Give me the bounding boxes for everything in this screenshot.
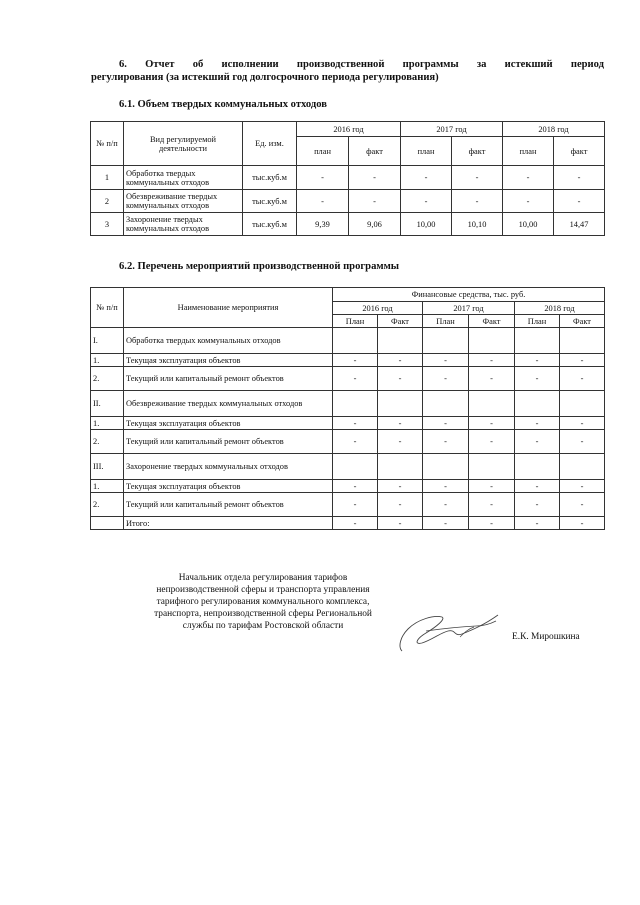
cell-value: -: [423, 354, 469, 367]
table-row: [91, 493, 605, 517]
handwritten-signature: [396, 607, 502, 657]
header-plan: План: [333, 315, 378, 328]
row-name: Текущая эксплуатация объектов: [124, 480, 333, 493]
table-row: [91, 166, 605, 190]
row-num: [91, 517, 124, 530]
cell-value: [560, 328, 605, 354]
row-name: Текущий или капитальный ремонт объектов: [124, 493, 333, 517]
cell-value: [378, 328, 423, 354]
row-num: 1: [91, 166, 124, 190]
row-name: Текущий или капитальный ремонт объектов: [124, 367, 333, 391]
cell-value: [378, 391, 423, 417]
cell-value: -: [469, 517, 515, 530]
cell-value: -: [560, 367, 605, 391]
cell-value: [333, 454, 378, 480]
cell-value: [423, 454, 469, 480]
header-plan: план: [297, 137, 349, 166]
cell-value: -: [469, 430, 515, 454]
cell-value: -: [469, 367, 515, 391]
cell-value: -: [378, 517, 423, 530]
cell-value: -: [401, 190, 452, 213]
row-num: 2: [91, 190, 124, 213]
cell-value: -: [560, 480, 605, 493]
table-row: [91, 417, 605, 430]
signatory-line: службы по тарифам Ростовской области: [182, 621, 344, 631]
cell-value: [333, 391, 378, 417]
cell-value: -: [349, 190, 401, 213]
cell-value: -: [423, 430, 469, 454]
header-fact: факт: [452, 137, 503, 166]
cell-value: [515, 328, 560, 354]
section-6-heading-line2: регулирования (за истекший год долгосрочного периода регулирования): [91, 72, 439, 83]
cell-value: -: [503, 166, 554, 190]
row-name: Текущая эксплуатация объектов: [124, 354, 333, 367]
row-num: III.: [91, 454, 124, 480]
section-6-heading-line1: 6. Отчет об исполнении производственной программы за истекший период: [119, 59, 604, 70]
row-name: Текущая эксплуатация объектов: [124, 417, 333, 430]
header-unit: Ед. изм.: [243, 122, 297, 166]
cell-value: -: [515, 367, 560, 391]
cell-value: 10,00: [503, 213, 554, 236]
cell-value: 9,39: [297, 213, 349, 236]
header-plan: план: [401, 137, 452, 166]
cell-value: -: [560, 493, 605, 517]
header-plan: План: [423, 315, 469, 328]
signatory-name: Е.К. Мирошкина: [512, 632, 580, 642]
table-row: [91, 354, 605, 367]
cell-value: -: [378, 354, 423, 367]
cell-value: -: [333, 367, 378, 391]
table-row: [91, 367, 605, 391]
signatory-line: непроизводственной сферы и транспорта управления: [156, 585, 370, 595]
row-num: 3: [91, 213, 124, 236]
row-name: Обезвреживание твердых коммунальных отходов: [124, 391, 333, 417]
row-activity: Обезвреживание твердых коммунальных отходов: [124, 190, 243, 213]
signatory-line: тарифного регулирования коммунального комплекса,: [156, 597, 370, 607]
header-year-2016: 2016 год: [297, 122, 401, 137]
cell-value: -: [333, 417, 378, 430]
cell-value: -: [515, 430, 560, 454]
cell-value: -: [378, 417, 423, 430]
cell-value: -: [503, 190, 554, 213]
cell-value: [560, 391, 605, 417]
cell-value: -: [349, 166, 401, 190]
table-row: [91, 190, 605, 213]
header-fact: Факт: [378, 315, 423, 328]
cell-value: -: [333, 493, 378, 517]
row-num: 1.: [91, 480, 124, 493]
signatory-title: [113, 572, 413, 632]
cell-value: -: [401, 166, 452, 190]
row-unit: тыс.куб.м: [243, 213, 297, 236]
cell-value: -: [469, 480, 515, 493]
cell-value: -: [423, 493, 469, 517]
cell-value: 9,06: [349, 213, 401, 236]
header-year-2018: 2018 год: [515, 302, 605, 315]
table-row: [91, 391, 605, 417]
table-row: [91, 480, 605, 493]
cell-value: -: [560, 417, 605, 430]
cell-value: -: [469, 354, 515, 367]
program-activities-table: [90, 287, 605, 530]
row-unit: тыс.куб.м: [243, 190, 297, 213]
row-num: 2.: [91, 493, 124, 517]
row-activity: Обработка твердых коммунальных отходов: [124, 166, 243, 190]
cell-value: -: [515, 517, 560, 530]
row-num: 1.: [91, 354, 124, 367]
section-6-2-heading: 6.2. Перечень мероприятий производственной программы: [119, 261, 400, 272]
waste-volume-table: [90, 121, 605, 236]
header-fact: факт: [349, 137, 401, 166]
cell-value: -: [554, 166, 605, 190]
header-year-2017: 2017 год: [423, 302, 515, 315]
cell-value: -: [515, 417, 560, 430]
header-fact: факт: [554, 137, 605, 166]
cell-value: -: [378, 480, 423, 493]
header-year-2016: 2016 год: [333, 302, 423, 315]
header-fact: Факт: [469, 315, 515, 328]
cell-value: [469, 328, 515, 354]
signatory-line: транспорта, непроизводственной сферы Региональной: [154, 609, 372, 619]
header-financing: Финансовые средства, тыс. руб.: [333, 288, 605, 302]
row-name: Текущий или капитальный ремонт объектов: [124, 430, 333, 454]
row-unit: тыс.куб.м: [243, 166, 297, 190]
row-name: Захоронение твердых коммунальных отходов: [124, 454, 333, 480]
header-activity: Вид регулируемой деятельности: [124, 122, 243, 166]
cell-value: [515, 391, 560, 417]
cell-value: [469, 454, 515, 480]
cell-value: -: [333, 480, 378, 493]
cell-value: -: [423, 367, 469, 391]
cell-value: -: [452, 166, 503, 190]
table-row: [91, 213, 605, 236]
cell-value: -: [423, 517, 469, 530]
cell-value: -: [560, 517, 605, 530]
header-year-2018: 2018 год: [503, 122, 605, 137]
cell-value: 10,10: [452, 213, 503, 236]
table-row: [91, 328, 605, 354]
cell-value: [423, 391, 469, 417]
cell-value: -: [469, 417, 515, 430]
row-activity: Захоронение твердых коммунальных отходов: [124, 213, 243, 236]
cell-value: -: [378, 430, 423, 454]
cell-value: [515, 454, 560, 480]
signatory-line: Начальник отдела регулирования тарифов: [178, 573, 348, 583]
cell-value: -: [452, 190, 503, 213]
cell-value: -: [560, 354, 605, 367]
section-6-heading: [91, 58, 604, 84]
cell-value: 14,47: [554, 213, 605, 236]
header-plan: план: [503, 137, 554, 166]
row-name: Обработка твердых коммунальных отходов: [124, 328, 333, 354]
cell-value: -: [297, 166, 349, 190]
cell-value: [378, 454, 423, 480]
cell-value: [423, 328, 469, 354]
cell-value: -: [333, 517, 378, 530]
header-name: Наименование мероприятия: [124, 288, 333, 328]
row-num: 2.: [91, 367, 124, 391]
row-num: 1.: [91, 417, 124, 430]
section-6-1-heading: 6.1. Объем твердых коммунальных отходов: [119, 99, 328, 110]
cell-value: -: [333, 430, 378, 454]
header-plan: План: [515, 315, 560, 328]
cell-value: -: [378, 367, 423, 391]
cell-value: -: [423, 417, 469, 430]
cell-value: 10,00: [401, 213, 452, 236]
cell-value: [560, 454, 605, 480]
cell-value: [469, 391, 515, 417]
cell-value: -: [378, 493, 423, 517]
table-row: [91, 430, 605, 454]
cell-value: -: [515, 480, 560, 493]
cell-value: -: [515, 493, 560, 517]
cell-value: [333, 328, 378, 354]
row-num: 2.: [91, 430, 124, 454]
row-name: Итого:: [124, 517, 333, 530]
header-fact: Факт: [560, 315, 605, 328]
cell-value: -: [560, 430, 605, 454]
cell-value: -: [333, 354, 378, 367]
cell-value: -: [297, 190, 349, 213]
row-num: I.: [91, 328, 124, 354]
row-num: II.: [91, 391, 124, 417]
total-row: [91, 517, 605, 530]
cell-value: -: [515, 354, 560, 367]
table-row: [91, 454, 605, 480]
header-num: № п/п: [91, 122, 124, 166]
cell-value: -: [423, 480, 469, 493]
header-year-2017: 2017 год: [401, 122, 503, 137]
cell-value: -: [469, 493, 515, 517]
cell-value: -: [554, 190, 605, 213]
header-num: № п/п: [91, 288, 124, 328]
